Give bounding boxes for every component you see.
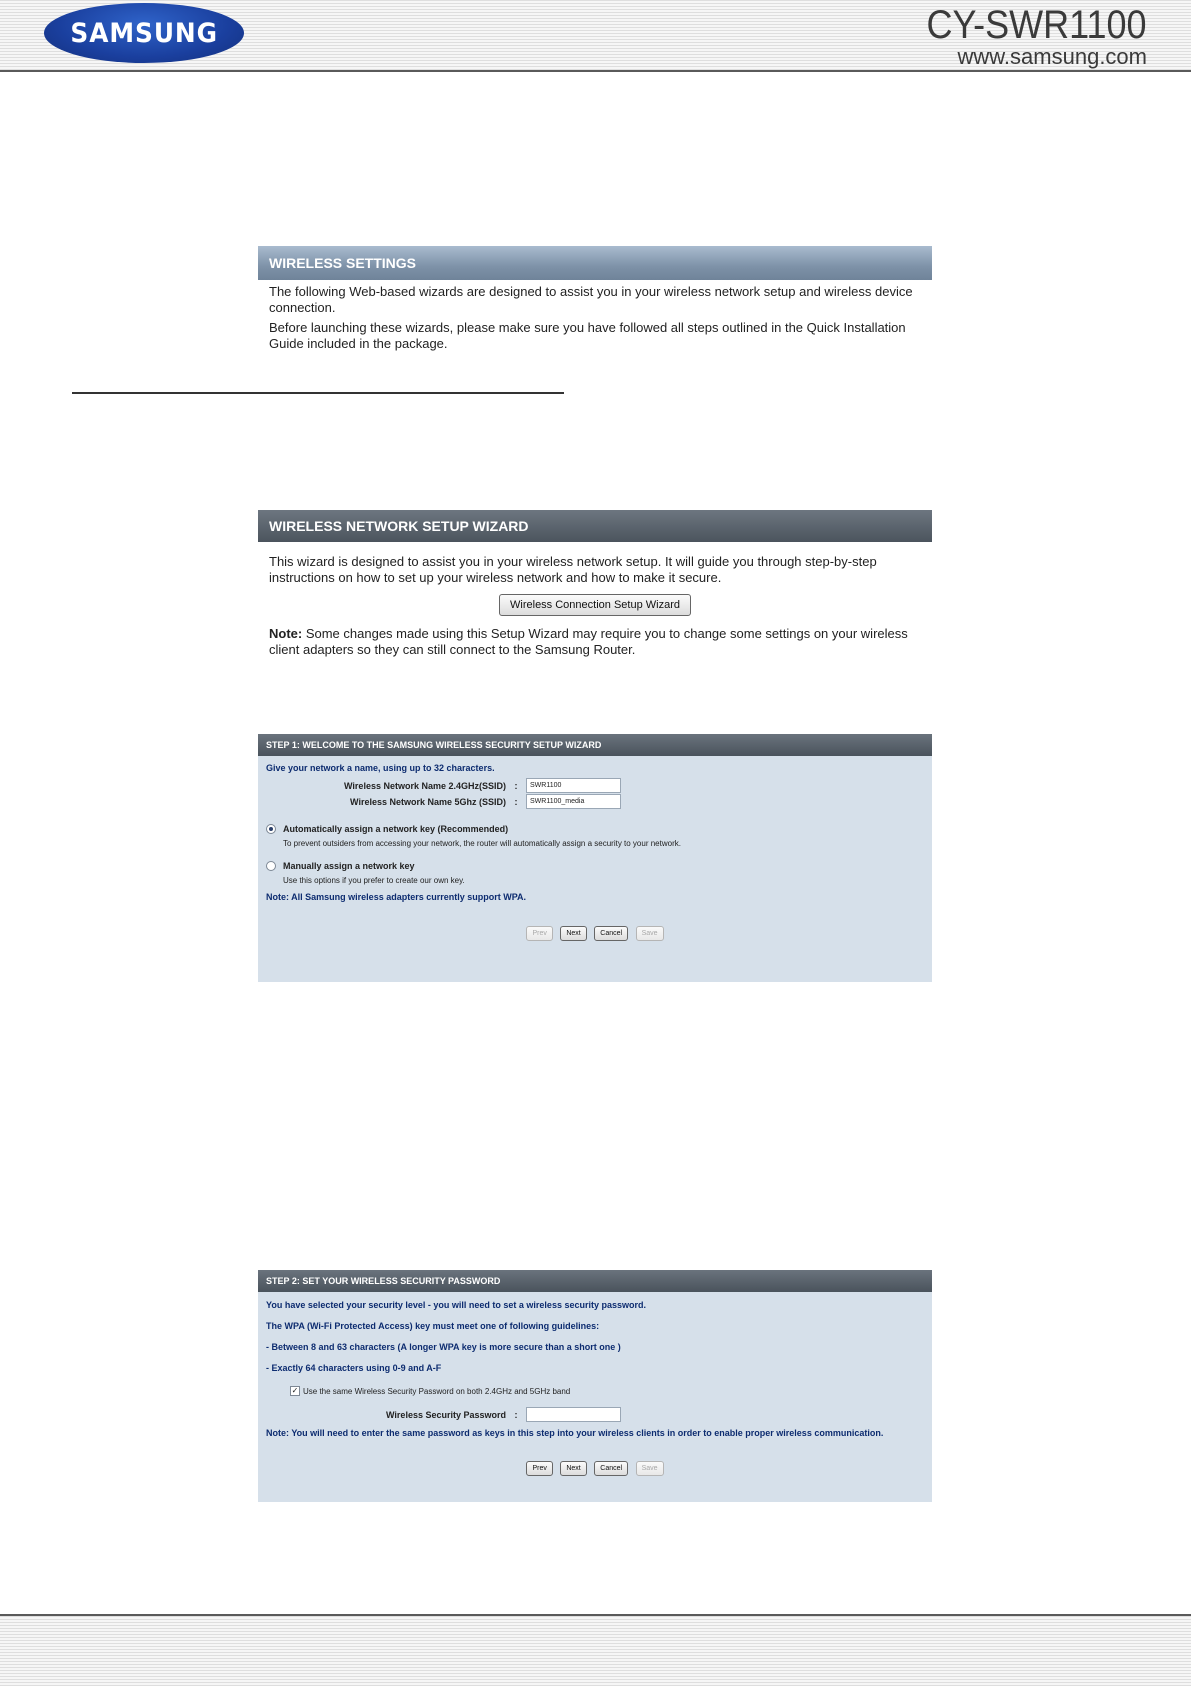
same-password-label: Use the same Wireless Security Password on both 2.4GHz and 5GHz band xyxy=(303,1386,571,1396)
step2-title: STEP 2: SET YOUR WIRELESS SECURITY PASSWORD xyxy=(258,1270,932,1292)
step1-panel xyxy=(258,734,932,982)
wireless-settings-para2: Before launching these wizards, please make sure you have followed all steps outlined in the Quick Installation Guide included in the package. xyxy=(269,320,906,351)
step2-line2: The WPA (Wi-Fi Protected Access) key must meet one of following guidelines: xyxy=(266,1321,600,1331)
step2-body xyxy=(258,1292,932,1502)
page-footer xyxy=(0,1614,1191,1686)
step2-note: Note: You will need to enter the same password as keys in this step into your wireless clients in order to enable proper wireless communication. xyxy=(266,1428,884,1438)
model-block xyxy=(902,4,1147,68)
next-button[interactable]: Next xyxy=(560,926,586,941)
same-password-checkbox[interactable]: ✓ xyxy=(291,1386,299,1395)
next-button[interactable]: Next xyxy=(560,1461,586,1476)
setup-wizard-title: WIRELESS NETWORK SETUP WIZARD xyxy=(258,510,932,542)
model-name: CY-SWR1100 xyxy=(926,3,1147,47)
step1-body xyxy=(258,756,932,982)
option-manual-desc: Use this options if you prefer to create our own key. xyxy=(283,876,465,885)
ssid24-label: Wireless Network Name 2.4GHz(SSID) xyxy=(344,780,506,791)
option-manual-label: Manually assign a network key xyxy=(283,861,415,871)
setup-wizard-note xyxy=(269,626,921,658)
step2-panel xyxy=(258,1270,932,1502)
step2-line4: - Exactly 64 characters using 0-9 and A-F xyxy=(266,1363,442,1373)
password-row xyxy=(258,1407,621,1422)
option-auto[interactable] xyxy=(266,824,508,834)
cancel-button[interactable]: Cancel xyxy=(594,926,628,941)
page-header xyxy=(0,0,1191,72)
note-label: Note: xyxy=(269,626,303,641)
setup-wizard-body xyxy=(258,542,932,664)
step1-buttons xyxy=(258,926,932,941)
same-password-option[interactable] xyxy=(290,1386,570,1396)
website-url: www.samsung.com xyxy=(957,44,1147,69)
setup-wizard-panel xyxy=(258,510,932,664)
password-label: Wireless Security Password xyxy=(386,1409,506,1420)
ssid24-input[interactable]: SWR1100 xyxy=(526,778,621,793)
ssid5-row xyxy=(258,794,621,809)
option-manual-radio[interactable] xyxy=(266,861,276,871)
step1-title: STEP 1: WELCOME TO THE SAMSUNG WIRELESS SECURITY SETUP WIZARD xyxy=(258,734,932,756)
step1-intro: Give your network a name, using up to 32 characters. xyxy=(266,763,495,773)
ssid5-colon: : xyxy=(514,796,518,807)
wireless-connection-setup-wizard-button[interactable]: Wireless Connection Setup Wizard xyxy=(499,594,691,616)
prev-button[interactable]: Prev xyxy=(526,926,552,941)
ssid24-colon: : xyxy=(514,780,518,791)
setup-wizard-intro: This wizard is designed to assist you in your wireless network setup. It will guide you through step-by-step instructions on how to set up your wireless network and how to make it secure. xyxy=(269,554,877,585)
password-input[interactable] xyxy=(526,1407,621,1422)
section-divider xyxy=(72,392,564,394)
step2-buttons xyxy=(258,1461,932,1476)
samsung-logo xyxy=(44,3,244,63)
cancel-button[interactable]: Cancel xyxy=(594,1461,628,1476)
logo-text: SAMSUNG xyxy=(70,17,218,49)
wireless-settings-panel xyxy=(258,246,932,360)
option-auto-desc: To prevent outsiders from accessing your network, the router will automatically assign a security to your network. xyxy=(283,839,681,848)
option-auto-label: Automatically assign a network key (Recommended) xyxy=(283,824,509,834)
save-button[interactable]: Save xyxy=(636,926,664,941)
ssid5-input[interactable]: SWR1100_media xyxy=(526,794,621,809)
password-colon: : xyxy=(514,1409,518,1420)
wireless-settings-body xyxy=(258,280,932,360)
option-manual[interactable] xyxy=(266,861,415,871)
step2-line3: - Between 8 and 63 characters (A longer WPA key is more secure than a short one ) xyxy=(266,1342,621,1352)
ssid24-row xyxy=(258,778,621,793)
prev-button[interactable]: Prev xyxy=(526,1461,552,1476)
save-button[interactable]: Save xyxy=(636,1461,664,1476)
note-text: Some changes made using this Setup Wizard may require you to change some settings on your wireless client adapters so they can still connect to the Samsung Router. xyxy=(269,626,908,657)
wireless-settings-para1: The following Web-based wizards are designed to assist you in your wireless network setup and wireless device connection. xyxy=(269,284,913,315)
ssid5-label: Wireless Network Name 5Ghz (SSID) xyxy=(350,796,506,807)
wireless-settings-title: WIRELESS SETTINGS xyxy=(258,246,932,280)
step2-line1: You have selected your security level - you will need to set a wireless security password. xyxy=(266,1300,646,1310)
step1-note: Note: All Samsung wireless adapters currently support WPA. xyxy=(266,892,527,902)
option-auto-radio[interactable] xyxy=(266,824,276,834)
